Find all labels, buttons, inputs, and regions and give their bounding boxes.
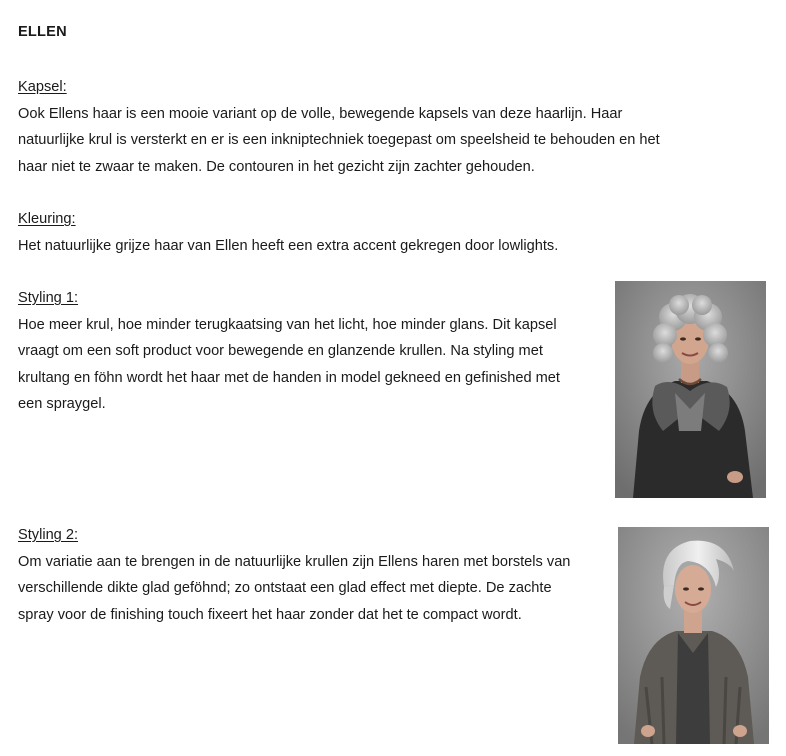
section-styling-1 [18, 285, 560, 418]
paragraph-line: krultang en föhn wordt het haar met de handen in model gekneed en gefinished met [18, 369, 560, 386]
paragraph-line: natuurlijke krul is versterkt en er is een inkniptechniek toegepast om speelsheid te behouden en het [18, 132, 660, 148]
section-heading: Kleuring: [18, 211, 76, 227]
section-styling-2 [18, 522, 570, 628]
section-kleuring [18, 206, 558, 259]
model-photo-styling-2 [618, 527, 769, 744]
page-title: ELLEN [18, 24, 67, 40]
paragraph-line: Hoe meer krul, hoe minder terugkaatsing van het licht, hoe minder glans. Dit kapsel [18, 316, 557, 333]
paragraph-line: een spraygel. [18, 396, 106, 412]
paragraph-line: verschillende dikte glad geföhnd; zo ontstaat een glad effect met diepte. De zachte [18, 580, 552, 596]
section-heading: Styling 1: [18, 290, 79, 306]
model-photo-styling-1 [615, 281, 766, 498]
paragraph-line: vraagt om een soft product voor bewegende en glanzende krullen. Na styling met [18, 343, 543, 359]
section-heading: Kapsel: [18, 79, 67, 95]
paragraph-line: Om variatie aan te brengen in de natuurlijke krullen zijn Ellens haren met borstels van [18, 553, 571, 570]
section-kapsel [18, 74, 660, 180]
section-heading: Styling 2: [18, 527, 79, 543]
paragraph-line: Het natuurlijke grijze haar van Ellen heeft een extra accent gekregen door lowlights. [18, 237, 559, 254]
paragraph-line: spray voor de finishing touch fixeert het haar zonder dat het te compact wordt. [18, 606, 522, 623]
paragraph-line: Ook Ellens haar is een mooie variant op de volle, bewegende kapsels van deze haarlijn. Haar [18, 105, 623, 122]
paragraph-line: haar niet te zwaar te maken. De contouren in het gezicht zijn zachter gehouden. [18, 158, 535, 175]
